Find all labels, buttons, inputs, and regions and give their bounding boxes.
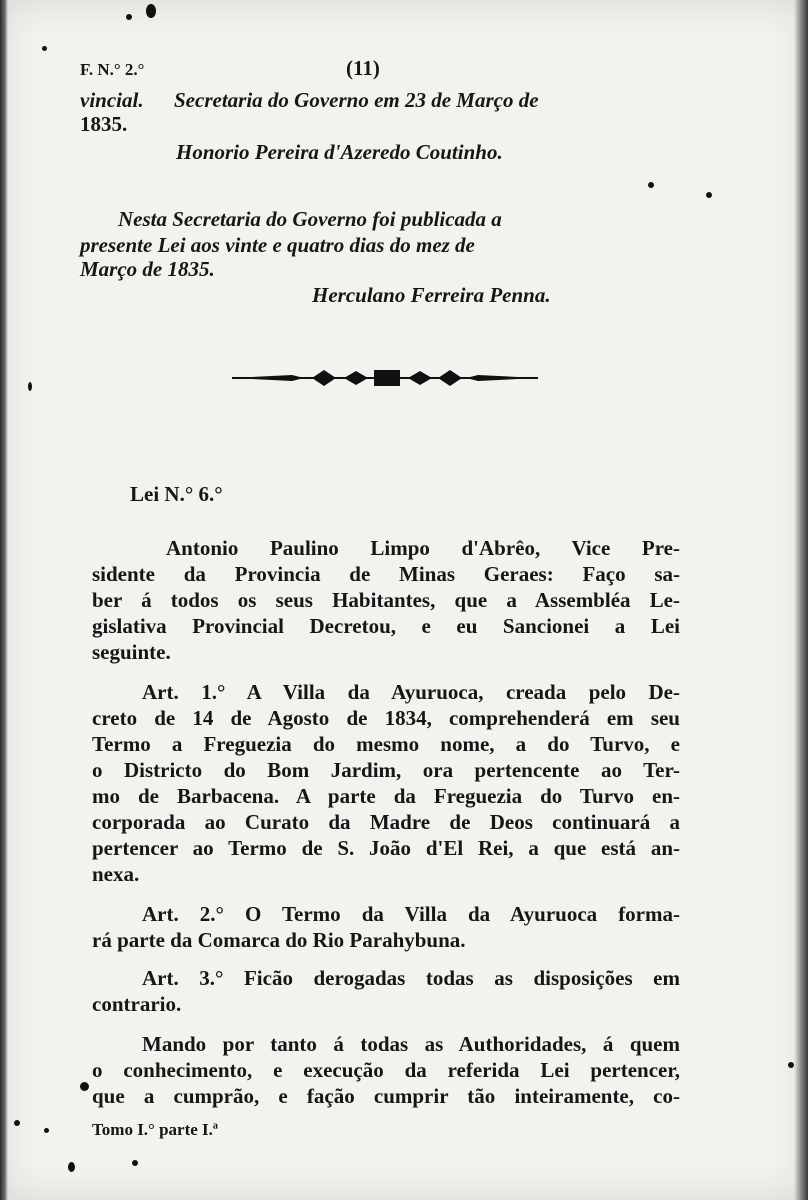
article-1-line: corporada ao Curato da Madre de Deos continuará a: [92, 810, 680, 834]
publication-signatory: Herculano Ferreira Penna.: [312, 283, 551, 307]
closing-line: o conhecimento, e execução da referida Lei pertencer,: [92, 1058, 680, 1082]
publication-line-1: Nesta Secretaria do Governo foi publicada a: [118, 207, 502, 231]
law-title: Lei N.° 6.°: [130, 482, 223, 506]
page-left-edge: [0, 0, 8, 1200]
promulgation-year: 1835.: [80, 112, 128, 136]
promulgation-line-1: Secretaria do Governo em 23 de Março de: [174, 88, 539, 112]
ink-speck: [788, 1062, 794, 1068]
ink-speck: [80, 1082, 89, 1091]
ink-speck: [126, 14, 132, 20]
article-1-line: Termo a Freguezia do mesmo nome, a do Turvo, e: [92, 732, 680, 756]
preamble-line: sidente da Provincia de Minas Geraes: Faço sa-: [92, 562, 680, 586]
page-number: (11): [346, 56, 380, 80]
preamble-line: seguinte.: [92, 640, 171, 664]
promulgation-line-start: vincial.: [80, 88, 144, 112]
article-1-line: pertencer ao Termo de S. João d'El Rei, a que está an-: [92, 836, 680, 860]
article-1-line: Art. 1.° A Villa da Ayuruoca, creada pelo De-: [142, 680, 680, 704]
ink-speck: [42, 46, 47, 51]
article-1-line: creto de 14 de Agosto de 1834, comprehenderá em seu: [92, 706, 680, 730]
preamble-line: Antonio Paulino Limpo d'Abrêo, Vice Pre-: [166, 536, 680, 560]
article-2-line: rá parte da Comarca do Rio Parahybuna.: [92, 928, 466, 952]
publication-line-2: presente Lei aos vinte e quatro dias do mez de: [80, 233, 475, 257]
ink-speck: [706, 192, 712, 198]
ink-speck: [648, 182, 654, 188]
closing-line: Mando por tanto á todas as Authoridades, á quem: [142, 1032, 680, 1056]
article-1-line: mo de Barbacena. A parte da Freguezia do Turvo en-: [92, 784, 680, 808]
signature-mark: F. N.° 2.°: [80, 60, 145, 79]
promulgation-signatory: Honorio Pereira d'Azeredo Coutinho.: [176, 140, 503, 164]
ink-speck: [68, 1162, 75, 1172]
page-right-edge: [794, 0, 808, 1200]
ink-speck: [44, 1128, 49, 1133]
article-3-line: contrario.: [92, 992, 182, 1016]
volume-signature: Tomo I.° parte I.ª: [92, 1120, 219, 1139]
article-1-line: nexa.: [92, 862, 140, 886]
preamble-line: ber á todos os seus Habitantes, que a Assembléa Le-: [92, 588, 680, 612]
article-3-line: Art. 3.° Ficão derogadas todas as disposições em: [142, 966, 680, 990]
ink-speck: [14, 1120, 20, 1126]
ink-speck: [146, 4, 156, 18]
ink-speck: [28, 382, 32, 391]
publication-line-3: Março de 1835.: [80, 257, 215, 281]
ink-speck: [132, 1160, 138, 1166]
closing-line: que a cumprão, e fação cumprir tão inteiramente, co-: [92, 1084, 680, 1108]
preamble-line: gislativa Provincial Decretou, e eu Sancionei a Lei: [92, 614, 680, 638]
ornamental-divider: [232, 366, 538, 390]
article-2-line: Art. 2.° O Termo da Villa da Ayuruoca forma-: [142, 902, 680, 926]
article-1-line: o Districto do Bom Jardim, ora pertencente ao Ter-: [92, 758, 680, 782]
